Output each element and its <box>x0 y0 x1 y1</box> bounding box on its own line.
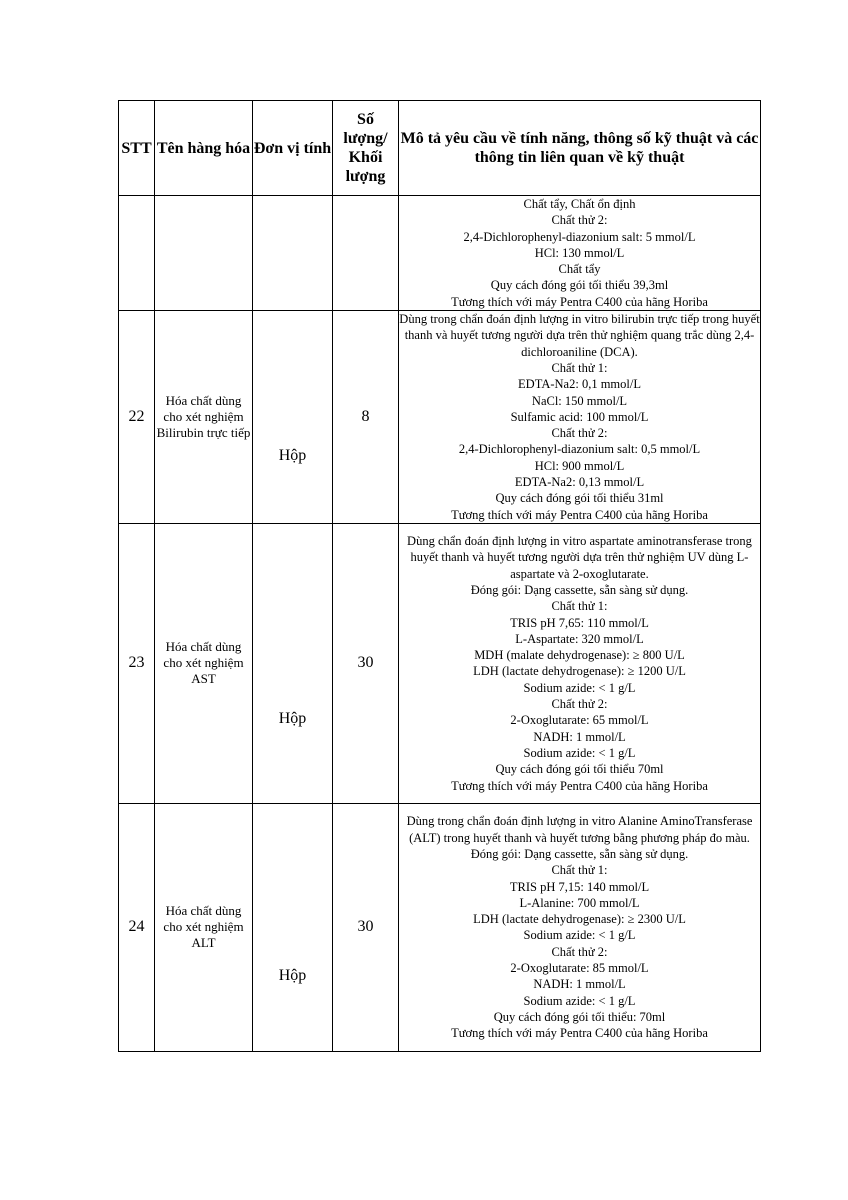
description-line: Chất thử 2: <box>551 944 608 959</box>
row-name: Hóa chất dùng cho xét nghiệm ALT <box>155 803 253 1051</box>
description-line: Quy cách đóng gói tối thiểu: 70ml <box>493 1009 666 1024</box>
description-line: Dùng trong chẩn đoán định lượng in vitro Alanine AminoTransferase (ALT) trong huyết thanh và huyết tương bằng phương pháp đo màu. <box>406 814 753 845</box>
row-qty: 30 <box>333 803 399 1051</box>
row-description <box>399 196 761 311</box>
description-line: MDH (malate dehydrogenase): ≥ 800 U/L <box>474 648 685 663</box>
description-line: 2,4-Dichlorophenyl-diazonium salt: 5 mmol/L <box>463 229 696 244</box>
row-name: Hóa chất dùng cho xét nghiệm AST <box>155 523 253 803</box>
description-line: Chất thử 1: <box>551 360 608 375</box>
row-qty: 8 <box>333 311 399 524</box>
description-line: Chất thử 1: <box>551 599 608 614</box>
header-desc: Mô tả yêu cầu về tính năng, thông số kỹ thuật và các thông tin liên quan về kỹ thuật <box>399 101 761 196</box>
row-stt: 22 <box>119 311 155 524</box>
header-name: Tên hàng hóa <box>155 101 253 196</box>
description-line: HCl: 130 mmol/L <box>534 245 625 260</box>
description-line: Chất thử 1: <box>551 863 608 878</box>
description-line: Chất thử 2: <box>551 426 608 441</box>
table-row <box>119 803 761 1051</box>
description-line: Dùng trong chẩn đoán định lượng in vitro bilirubin trực tiếp trong huyết thanh và huyết tương người dựa trên thử nghiệm quang trắc dùng 2,4-dichloroaniline (DCA). <box>399 312 760 359</box>
description-line: Tương thích với máy Pentra C400 của hãng Horiba <box>451 778 708 793</box>
table-row <box>119 523 761 803</box>
row-name: Hóa chất dùng cho xét nghiệm Bilirubin trực tiếp <box>155 311 253 524</box>
row-description <box>399 803 761 1051</box>
description-line: NaCl: 150 mmol/L <box>531 393 628 408</box>
description-line: L-Alanine: 700 mmol/L <box>519 895 640 910</box>
description-line: Dùng chẩn đoán định lượng in vitro aspartate aminotransferase trong huyết thanh và huyết tương người dựa trên thử nghiệm UV dùng L-aspartate và 2-oxoglutarate. <box>407 534 752 581</box>
description-line: Quy cách đóng gói tối thiểu 39,3ml <box>490 278 669 293</box>
description-line: EDTA-Na2: 0,1 mmol/L <box>518 377 641 392</box>
row-unit <box>253 196 333 311</box>
description-line: Sodium azide: < 1 g/L <box>523 928 636 943</box>
row-qty <box>333 196 399 311</box>
description-line: Quy cách đóng gói tối thiểu 70ml <box>495 762 664 777</box>
header-row <box>119 101 761 196</box>
description-line: Sulfamic acid: 100 mmol/L <box>510 409 649 424</box>
description-line: Chất tẩy, Chất ổn định <box>523 197 636 211</box>
spec-table <box>118 100 761 1052</box>
description-line: 2-Oxoglutarate: 85 mmol/L <box>510 961 649 976</box>
row-stt: 23 <box>119 523 155 803</box>
description-line: TRIS pH 7,65: 110 mmol/L <box>510 615 649 630</box>
row-description <box>399 523 761 803</box>
description-line: 2-Oxoglutarate: 65 mmol/L <box>510 713 649 728</box>
description-line: LDH (lactate dehydrogenase): ≥ 1200 U/L <box>473 664 686 679</box>
header-qty: Số lượng/ Khối lượng <box>333 101 399 196</box>
header-stt: STT <box>119 101 155 196</box>
description-line: L-Aspartate: 320 mmol/L <box>515 631 644 646</box>
description-line: Tương thích với máy Pentra C400 của hãng Horiba <box>451 1026 708 1041</box>
row-unit-value: Hộp <box>278 447 307 464</box>
description-line: Tương thích với máy Pentra C400 của hãng Horiba <box>451 507 708 522</box>
description-line: 2,4-Dichlorophenyl-diazonium salt: 0,5 mmol/L <box>458 442 701 457</box>
description-line: Chất tẩy <box>558 262 601 277</box>
description-line: NADH: 1 mmol/L <box>533 729 626 744</box>
row-unit-value: Hộp <box>278 710 307 728</box>
row-stt <box>119 196 155 311</box>
table-row <box>119 311 761 524</box>
description-line: Chất thử 2: <box>551 697 608 712</box>
row-qty: 30 <box>333 523 399 803</box>
description-line: Quy cách đóng gói tối thiểu 31ml <box>495 491 664 506</box>
header-unit: Đơn vị tính <box>253 101 333 196</box>
row-unit <box>253 803 333 1051</box>
description-line: Đóng gói: Dạng cassette, sẵn sàng sử dụng. <box>470 582 689 597</box>
row-unit <box>253 311 333 524</box>
description-line: Sodium azide: < 1 g/L <box>523 993 636 1008</box>
description-line: Sodium azide: < 1 g/L <box>523 745 636 760</box>
table-row <box>119 196 761 311</box>
row-unit-value: Hộp <box>278 967 307 985</box>
description-line: HCl: 900 mmol/L <box>534 458 625 473</box>
row-name <box>155 196 253 311</box>
row-unit <box>253 523 333 803</box>
description-line: Đóng gói: Dạng cassette, sẵn sàng sử dụng. <box>470 846 689 861</box>
row-description <box>399 311 761 524</box>
description-line: TRIS pH 7,15: 140 mmol/L <box>509 879 650 894</box>
description-line: Tương thích với máy Pentra C400 của hãng Horiba <box>451 294 708 309</box>
row-stt: 24 <box>119 803 155 1051</box>
description-line: Sodium azide: < 1 g/L <box>523 680 636 695</box>
description-line: Chất thử 2: <box>551 213 608 228</box>
description-line: EDTA-Na2: 0,13 mmol/L <box>514 475 645 490</box>
description-line: NADH: 1 mmol/L <box>533 977 626 992</box>
description-line: LDH (lactate dehydrogenase): ≥ 2300 U/L <box>473 912 686 927</box>
